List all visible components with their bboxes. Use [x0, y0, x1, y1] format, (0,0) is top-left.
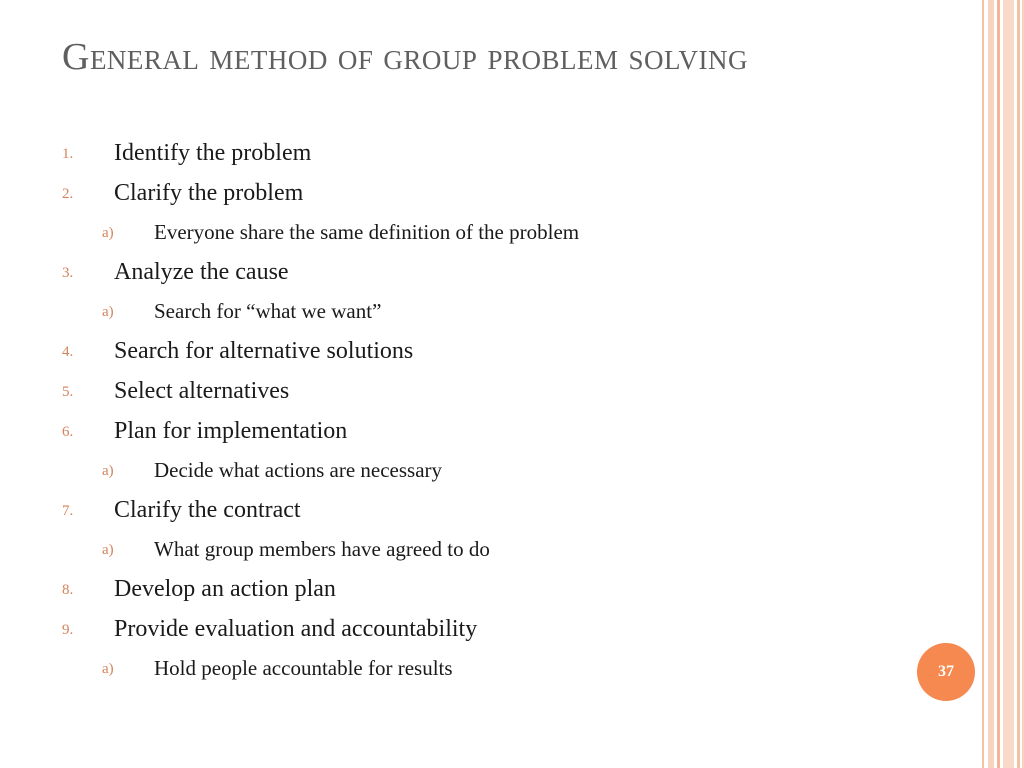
sub-step-letter: a) [102, 661, 114, 677]
step-number: 5. [62, 384, 74, 400]
step-item [60, 253, 920, 332]
step-number: 6. [62, 424, 74, 440]
sub-step-row [60, 650, 920, 689]
step-row [60, 412, 920, 452]
step-row [60, 174, 920, 214]
sub-step-row [60, 293, 920, 332]
step-item [60, 134, 920, 174]
step-number: 7. [62, 503, 74, 519]
step-item [60, 491, 920, 570]
sub-step-letter: a) [102, 304, 114, 320]
step-number: 9. [62, 622, 74, 638]
step-row [60, 491, 920, 531]
decorative-stripes [978, 0, 1024, 768]
step-item [60, 610, 920, 689]
stripe [988, 0, 994, 768]
step-text: Provide evaluation and accountability [114, 616, 478, 642]
steps-list [60, 134, 920, 689]
step-text: Clarify the contract [114, 497, 301, 523]
sub-step-row [60, 531, 920, 570]
step-text: Select alternatives [114, 378, 290, 404]
step-text: Develop an action plan [114, 576, 336, 602]
sub-step-text: Search for “what we want” [154, 299, 382, 323]
step-text: Identify the problem [114, 140, 312, 166]
sub-step-text: Decide what actions are necessary [154, 458, 443, 482]
step-item [60, 174, 920, 253]
sub-step-letter: a) [102, 225, 114, 241]
stripe [997, 0, 1000, 768]
stripe [1003, 0, 1014, 768]
step-row [60, 134, 920, 174]
step-text: Clarify the problem [114, 180, 304, 206]
step-row [60, 253, 920, 293]
sub-step-letter: a) [102, 463, 114, 479]
page-number-badge: 37 [917, 643, 975, 701]
stripe [982, 0, 984, 768]
sub-step-row [60, 452, 920, 491]
sub-step-letter: a) [102, 542, 114, 558]
step-row [60, 570, 920, 610]
step-number: 2. [62, 186, 74, 202]
step-item [60, 372, 920, 412]
sub-step-text: Hold people accountable for results [154, 656, 453, 680]
step-row [60, 372, 920, 412]
step-text: Search for alternative solutions [114, 338, 414, 364]
step-number: 3. [62, 265, 74, 281]
step-number: 4. [62, 344, 74, 360]
sub-step-row [60, 214, 920, 253]
step-row [60, 332, 920, 372]
slide-title: General method of group problem solving [62, 36, 748, 78]
step-item [60, 412, 920, 491]
sub-step-text: Everyone share the same definition of the problem [154, 220, 580, 244]
stripe [1017, 0, 1020, 768]
step-number: 8. [62, 582, 74, 598]
step-row [60, 610, 920, 650]
step-number: 1. [62, 146, 74, 162]
step-text: Plan for implementation [114, 418, 348, 444]
step-item [60, 570, 920, 610]
step-text: Analyze the cause [114, 259, 289, 285]
sub-step-text: What group members have agreed to do [154, 537, 490, 561]
step-item [60, 332, 920, 372]
